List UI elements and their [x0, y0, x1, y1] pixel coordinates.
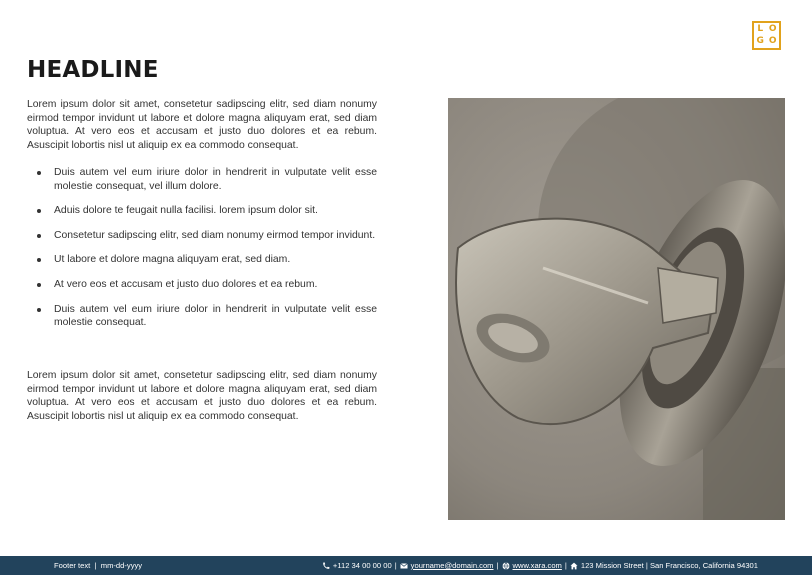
logo [752, 21, 781, 50]
key-in-lock-photo [448, 98, 785, 520]
bullet-item: Consetetur sadipscing elitr, sed diam nonumy eirmod tempor invidunt. [27, 229, 377, 243]
logo-letter: O [768, 23, 777, 34]
footer [0, 556, 812, 575]
footer-date: mm-dd-yyyy [100, 561, 143, 570]
logo-letter: L [757, 23, 764, 34]
footer-address: 123 Mission Street | San Francisco, California 94301 [580, 561, 758, 570]
phone-icon [322, 562, 330, 570]
footer-text: Footer text [54, 561, 91, 570]
headline: HEADLINE [27, 57, 159, 83]
intro-paragraph: Lorem ipsum dolor sit amet, consetetur sadipscing elitr, sed diam nonumy eirmod tempor invidunt ut labore et dolore magna aliquyam erat, sed diam voluptua. At vero eos et accusam et justo duo dolores et ea rebum. Asuscipit lobortis nisl ut aliquip ex ea commodo consequat. [27, 99, 377, 151]
closing-paragraph: Lorem ipsum dolor sit amet, consetetur sadipscing elitr, sed diam nonumy eirmod tempor invidunt ut labore et dolore magna aliquyam erat, sed diam voluptua. At vero eos et accusam et justo duo dolores et ea rebum. Asuscipit lobortis nisl ut aliquip ex ea commodo consequat. [27, 370, 377, 422]
logo-letter: G [756, 36, 764, 47]
footer-website-link[interactable]: www.xara.com [512, 561, 562, 570]
bullet-item: At vero eos et accusam et justo duo dolores et ea rebum. [27, 278, 377, 292]
globe-icon [502, 562, 510, 570]
logo-letter: O [768, 36, 777, 47]
footer-left [54, 556, 142, 575]
bullet-list [27, 166, 377, 341]
bullet-item: Aduis dolore te feugait nulla facilisi. lorem ipsum dolor sit. [27, 204, 377, 218]
home-icon [570, 562, 578, 570]
footer-contact: +112 34 00 00 00 | yourname@domain.com | www.xara.com | 123 Mission Street | San Francisco, California 94301 [322, 556, 758, 575]
mail-icon [400, 562, 408, 570]
bullet-item: Ut labore et dolore magna aliquyam erat, sed diam. [27, 253, 377, 267]
bullet-item: Duis autem vel eum iriure dolor in hendrerit in vulputate velit esse molestie consequat. [27, 303, 377, 330]
footer-separator: | [94, 561, 97, 570]
footer-email-link[interactable]: yourname@domain.com [410, 561, 494, 570]
bullet-item: Duis autem vel eum iriure dolor in hendrerit in vulputate velit esse molestie consequat, vel illum dolore. [27, 166, 377, 193]
footer-phone: +112 34 00 00 00 [332, 561, 392, 570]
